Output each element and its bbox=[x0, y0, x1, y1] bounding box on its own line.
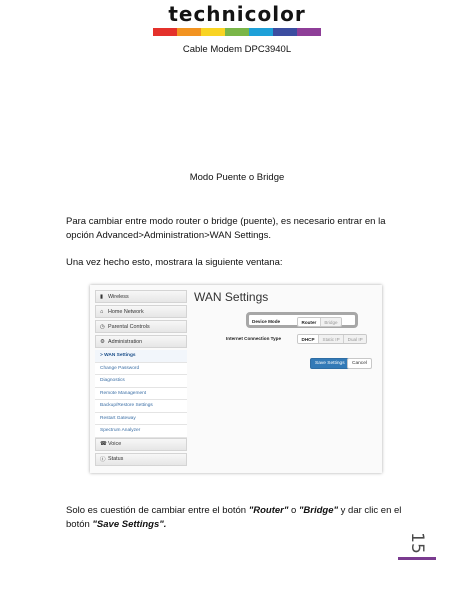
sidebar-item-home-network[interactable] bbox=[95, 305, 187, 318]
subnav-backup-restore[interactable]: Backup/Restore Settings bbox=[95, 400, 187, 413]
window-intro-paragraph: Una vez hecho esto, mostrara la siguiente ventana: bbox=[66, 257, 283, 268]
sidebar-item-administration[interactable] bbox=[95, 335, 187, 348]
connection-type-toggle bbox=[297, 334, 367, 344]
document-subtitle: Cable Modem DPC3940L bbox=[182, 44, 292, 55]
static-ip-button[interactable]: Static IP bbox=[319, 335, 344, 343]
sidebar-item-parental-controls[interactable] bbox=[95, 320, 187, 333]
save-settings-button[interactable]: Save Settings bbox=[310, 358, 350, 369]
page-number-rule bbox=[398, 557, 436, 560]
subnav-remote-management[interactable]: Remote Management bbox=[95, 388, 187, 401]
subnav-change-password[interactable]: Change Password bbox=[95, 363, 187, 376]
wan-settings-panel bbox=[194, 289, 378, 469]
device-mode-toggle bbox=[297, 317, 342, 327]
subnav-spectrum-analyzer[interactable]: Spectrum Analyzer bbox=[95, 425, 187, 438]
brand-color-segment bbox=[225, 28, 249, 36]
subnav-diagnostics[interactable]: Diagnostics bbox=[95, 375, 187, 388]
subnav-restart-gateway[interactable]: Restart Gateway bbox=[95, 413, 187, 426]
gear-icon: ⚙ bbox=[100, 338, 105, 345]
sidebar bbox=[95, 290, 187, 470]
sidebar-item-wireless[interactable] bbox=[95, 290, 187, 303]
brand-color-segment bbox=[273, 28, 297, 36]
save-settings-emphasis: "Save Settings". bbox=[92, 519, 167, 530]
dhcp-button[interactable]: DHCP bbox=[298, 335, 319, 343]
phone-icon: ☎ bbox=[100, 441, 107, 447]
dual-ip-button[interactable]: Dual IP bbox=[344, 335, 366, 343]
router-button[interactable]: Router bbox=[298, 318, 321, 326]
brand-color-segment bbox=[249, 28, 273, 36]
instruction-paragraph: Para cambiar entre modo router o bridge (puente), es necesario entrar en la opción Advanced>Administration>WAN Settings. bbox=[66, 216, 386, 241]
signal-icon: ▮ bbox=[100, 293, 104, 300]
brand-color-segment bbox=[297, 28, 321, 36]
cancel-button[interactable]: Cancel bbox=[347, 358, 372, 369]
sidebar-item-label: Wireless bbox=[108, 293, 129, 300]
clock-icon: ◷ bbox=[100, 323, 105, 330]
conclusion-text: o bbox=[288, 505, 299, 516]
sidebar-item-label: Home Network bbox=[108, 308, 144, 315]
technicolor-logo: technicolor bbox=[168, 2, 306, 26]
sidebar-item-label: Voice bbox=[108, 441, 122, 447]
sidebar-item-label: Administration bbox=[108, 338, 143, 345]
brand-color-segment bbox=[201, 28, 225, 36]
subnav-wan-settings[interactable]: > WAN Settings bbox=[95, 350, 187, 363]
conclusion-text: y dar clic en el botón bbox=[66, 505, 402, 530]
sidebar-item-voice[interactable] bbox=[95, 438, 187, 451]
conclusion-paragraph bbox=[66, 504, 406, 532]
router-ui-screenshot bbox=[90, 285, 382, 473]
sidebar-item-status[interactable] bbox=[95, 453, 187, 466]
bridge-button[interactable]: Bridge bbox=[321, 318, 341, 326]
router-emphasis: "Router" bbox=[248, 505, 289, 516]
conclusion-text: Solo es cuestión de cambiar entre el botón bbox=[66, 505, 249, 516]
page-number: 15 bbox=[407, 532, 427, 554]
connection-type-label: Internet Connection Type bbox=[226, 336, 282, 341]
page-title: WAN Settings bbox=[194, 290, 269, 304]
bridge-emphasis: "Bridge" bbox=[298, 505, 339, 516]
sidebar-item-label: Parental Controls bbox=[108, 323, 150, 330]
sidebar-item-label: Status bbox=[108, 456, 124, 462]
brand-color-segment bbox=[153, 28, 177, 36]
brand-color-bar bbox=[153, 28, 321, 36]
info-icon: ⓘ bbox=[100, 457, 106, 463]
section-title: Modo Puente o Bridge bbox=[189, 172, 285, 183]
home-icon: ⌂ bbox=[100, 308, 104, 315]
device-mode-label: Device Mode bbox=[252, 319, 281, 324]
brand-color-segment bbox=[177, 28, 201, 36]
